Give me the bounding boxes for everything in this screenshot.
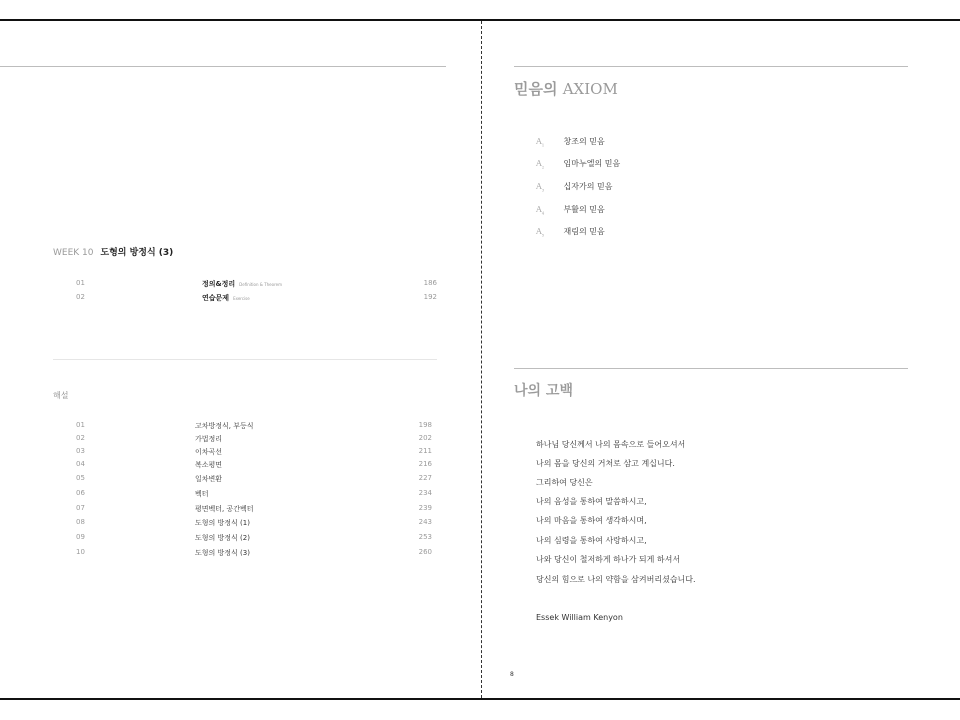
axiom-heading — [514, 78, 618, 99]
solution-num: 07 — [76, 504, 85, 512]
page-spine — [481, 21, 482, 698]
axiom-item — [536, 136, 605, 150]
solution-title: 도형의 방정식 (1) — [195, 519, 250, 527]
bottom-border — [0, 698, 960, 700]
axiom-code: $A_2$ — [536, 159, 545, 170]
solution-num: 10 — [76, 548, 85, 556]
confession-line: 나와 당신이 철저하게 하나가 되게 하셔서 — [536, 555, 681, 564]
solution-row[interactable] — [53, 434, 432, 446]
confession-line: 당신의 힘으로 나의 약함을 삼켜버리셨습니다. — [536, 575, 696, 584]
solution-title: 도형의 방정식 (3) — [195, 549, 250, 557]
solution-row[interactable] — [53, 474, 432, 486]
toc-num: 01 — [76, 279, 85, 287]
axiom-code: $A_3$ — [536, 182, 545, 193]
solution-num: 09 — [76, 533, 85, 541]
solution-num: 04 — [76, 460, 85, 468]
solution-title: 가법정리 — [195, 435, 223, 443]
confession-author: Essek William Kenyon — [536, 613, 623, 622]
solution-title: 이차곡선 — [195, 448, 223, 456]
top-rule-right — [514, 66, 908, 67]
solutions-title: 해설 — [53, 391, 69, 400]
axiom-code: $A_4$ — [536, 205, 545, 216]
solution-row[interactable] — [53, 533, 432, 545]
toc-page: 186 — [423, 279, 437, 287]
solution-num: 06 — [76, 489, 85, 497]
solution-title: 벡터 — [195, 490, 209, 498]
solution-page: 260 — [418, 548, 432, 556]
axiom-heading-korean: 믿음의 — [514, 80, 558, 98]
solution-title: 고차방정식, 부등식 — [195, 422, 254, 430]
solution-row[interactable] — [53, 504, 432, 516]
solution-num: 08 — [76, 518, 85, 526]
solution-page: 211 — [418, 447, 432, 455]
solution-page: 243 — [418, 518, 432, 526]
solution-page: 234 — [418, 489, 432, 497]
confession-heading: 나의 고백 — [514, 383, 573, 399]
solution-page: 239 — [418, 504, 432, 512]
week-label: WEEK 10 — [53, 248, 94, 258]
solution-page: 216 — [418, 460, 432, 468]
solution-page: 202 — [418, 434, 432, 442]
solution-num: 03 — [76, 447, 85, 455]
solution-page: 198 — [418, 421, 432, 429]
solution-row[interactable] — [53, 447, 432, 459]
solution-page: 227 — [418, 474, 432, 482]
confession-line: 나의 음성을 통하여 말씀하시고, — [536, 497, 647, 506]
axiom-item — [536, 226, 605, 240]
solution-title: 일차변환 — [195, 475, 223, 483]
confession-line: 나의 몸을 당신의 거처로 삼고 계십니다. — [536, 459, 675, 468]
confession-line: 하나님 당신께서 나의 몸속으로 들어오셔서 — [536, 440, 686, 449]
toc-page: 192 — [423, 293, 437, 301]
confession-line: 그리하여 당신은 — [536, 478, 593, 487]
axiom-heading-latin: AXIOM — [562, 80, 618, 98]
toc-title: 연습문제 Exercise — [202, 294, 250, 302]
solution-title: 복소평면 — [195, 461, 223, 469]
solution-row[interactable] — [53, 548, 432, 560]
confession-line: 나의 심령을 통하여 사랑하시고, — [536, 536, 647, 545]
axiom-text: 임마누엘의 믿음 — [563, 159, 621, 168]
axiom-text: 재림의 믿음 — [563, 227, 605, 236]
top-border — [0, 19, 960, 21]
confession-line: 나의 마음을 통하여 생각하시며, — [536, 516, 647, 525]
solution-num: 02 — [76, 434, 85, 442]
solution-row[interactable] — [53, 489, 432, 501]
solution-page: 253 — [418, 533, 432, 541]
toc-title: 정의&정리 Definition & Theorem — [202, 280, 282, 288]
axiom-text: 십자가의 믿음 — [563, 182, 613, 191]
page-number: 8 — [510, 671, 514, 678]
toc-subtitle: Definition & Theorem — [239, 282, 282, 287]
toc-subtitle: Exercise — [233, 296, 250, 301]
axiom-item — [536, 158, 620, 172]
toc-row[interactable] — [53, 279, 437, 293]
solution-num: 01 — [76, 421, 85, 429]
week-title: 도형의 방정식 (3) — [100, 248, 174, 258]
axiom-item — [536, 204, 605, 218]
solution-num: 05 — [76, 474, 85, 482]
toc-num: 02 — [76, 293, 85, 301]
axiom-code: $A_5$ — [536, 227, 545, 238]
solution-row[interactable] — [53, 421, 432, 433]
week-heading — [53, 245, 173, 258]
solution-title: 도형의 방정식 (2) — [195, 534, 250, 542]
middle-rule-right — [514, 368, 908, 369]
axiom-code: $A_1$ — [536, 137, 545, 148]
solution-title: 평면벡터, 공간벡터 — [195, 505, 254, 513]
axiom-item — [536, 181, 612, 195]
top-rule-left — [0, 66, 446, 67]
solution-row[interactable] — [53, 460, 432, 472]
toc-row[interactable] — [53, 293, 437, 307]
axiom-text: 창조의 믿음 — [563, 137, 605, 146]
solution-row[interactable] — [53, 518, 432, 530]
section-divider — [53, 359, 437, 360]
axiom-text: 부활의 믿음 — [563, 205, 605, 214]
